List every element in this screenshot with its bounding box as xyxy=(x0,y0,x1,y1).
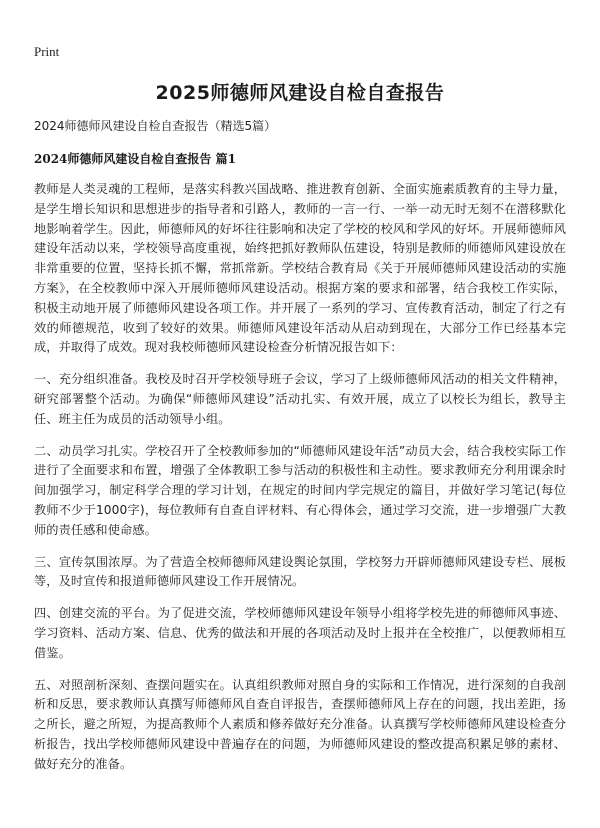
page-title: 2025师德师风建设自检自查报告 xyxy=(155,82,445,104)
print-link[interactable]: Print xyxy=(34,44,60,59)
paragraph-publicity: 三、宣传氛围浓厚。为了营造全校师德师风建设舆论氛围，学校努力开辟师德师风建设专栏、展板等，及时宣传和报道师德师风建设工作开展情况。 xyxy=(34,554,566,589)
paragraph-organization: 一、充分组织准备。我校及时召开学校领导班子会议，学习了上级师德师风活动的相关文件精神，研究部署整个活动。为确保“师德师风建设”活动扎实、有效开展，成立了以校长为组长，教导主任、班主任为成员的活动领导小组。 xyxy=(34,372,566,426)
paragraph-mobilization: 二、动员学习扎实。学校召开了全校教师参加的“师德师风建设年活”动员大会，结合我校实际工作进行了全面要求和布置，增强了全体教职工参与活动的积极性和主动性。要求教师充分利用课余时间加强学习，制定科学合理的学习计划，在规定的时间内学完规定的篇目，并做好学习笔记(每位教师不少于1000字)，每位教师有自查自评材料、有心得体会，通过学习交流，进一步增强广大教师的责任感和使命感。 xyxy=(34,443,566,537)
section-heading: 2024师德师风建设自检自查报告 篇1 xyxy=(34,152,236,166)
paragraph-exchange-platform: 四、创建交流的平台。为了促进交流，学校师德师风建设年领导小组将学校先进的师德师风事迹、学习资料、活动方案、信息、优秀的做法和开展的各项活动及时上报并在全校推广，以便教师相互借鉴。 xyxy=(34,606,566,660)
paragraph-self-review: 五、对照剖析深刻、查摆问题实在。认真组织教师对照自身的实际和工作情况，进行深刻的自我剖析和反思，要求教师认真撰写师德师风自查自评报告，查摆师德师风上存在的问题，找出差距，扬之所长，避之所短，为提高教师个人素质和修养做好充分准备。认真撰写学校师德师风建设检查分析报告，找出学校师德师风建设中普遍存在的问题，为师德师风建设的整改提高积累足够的素材、做好充分的准备。 xyxy=(34,677,566,771)
paragraph-intro: 教师是人类灵魂的工程师，是落实科教兴国战略、推进教育创新、全面实施素质教育的主导力量，是学生增长知识和思想进步的指导者和引路人，教师的一言一行、一举一动无时无刻不在潜移默化地影响着学生。因此，师德师风的好坏往往影响和决定了学校的校风和学风的好坏。开展师德师风建设年活动以来，学校领导高度重视，始终把抓好教师队伍建设，特别是教师的师德师风建设放在非常重要的位置，坚持长抓不懈，常抓常新。学校结合教育局《关于开展师德师风建设活动的实施方案》，在全校教师中深入开展师德师风建设活动。根据方案的要求和部署，结合我校工作实际，积极主动地开展了师德师风建设各项工作。并开展了一系列的学习、宣传教育活动，制定了行之有效的师德规范，收到了较好的效果。师德师风建设年活动从启动到现在，大部分工作已经基本完成，并取得了成效。现对我校师德师风建设检查分析情况报告如下： xyxy=(34,182,566,355)
report-body xyxy=(34,180,566,787)
document-subtitle: 2024师德师风建设自检自查报告（精选5篇） xyxy=(34,119,277,133)
